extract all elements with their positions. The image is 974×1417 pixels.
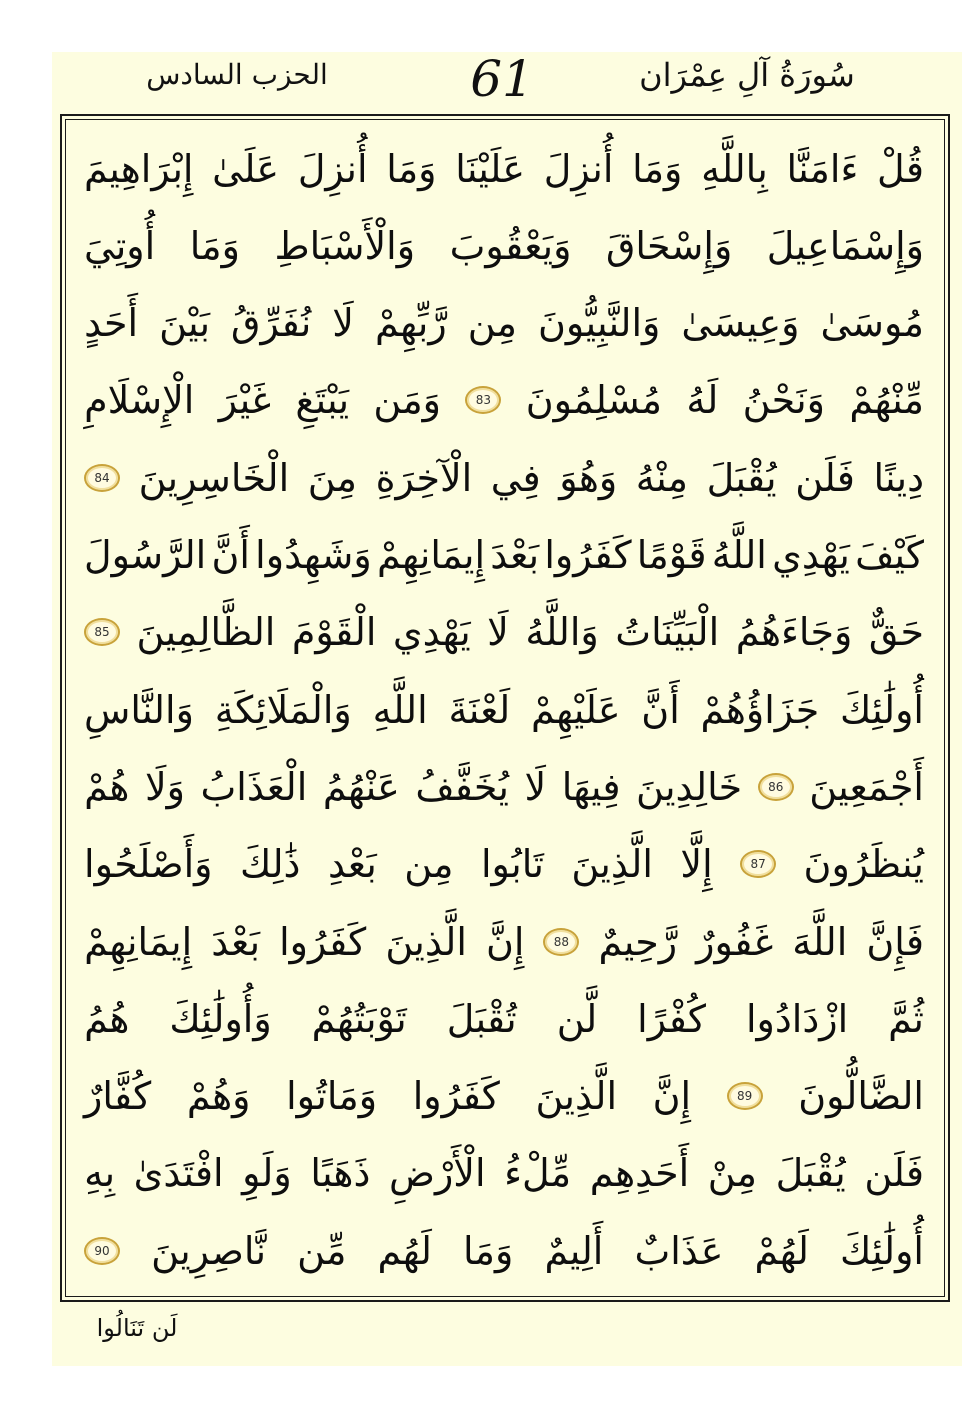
verse-word: وَالنَّاسِ (84, 687, 194, 732)
ayah-number-marker: 84 (84, 464, 120, 492)
verse-word: عَلَيْنَا (455, 146, 525, 191)
verse-word: اللَّهَ (792, 919, 848, 964)
verse-word: الْآخِرَةِ (375, 455, 473, 500)
verse-line (84, 594, 924, 671)
verse-word: لَهُ (686, 378, 719, 423)
verse-word: وَمَا (386, 146, 437, 191)
verse-word: فِي (490, 455, 541, 500)
verse-word: لَهُمْ (754, 1228, 809, 1273)
verse-word: لَا (487, 610, 509, 655)
verse-word: وَأُولَٰئِكَ (169, 996, 272, 1041)
verse-word: وَإِسْمَاعِيلَ (766, 223, 924, 268)
verse-word: ازْدَادُوا (745, 996, 849, 1041)
verse-word: يُنظَرُونَ (803, 842, 924, 887)
verse-word: اللَّهُ (711, 533, 767, 577)
verse-word: مُسْلِمُونَ (525, 378, 663, 423)
verse-word: إِيمَانِهِمْ (84, 919, 193, 964)
verse-line (84, 517, 924, 594)
verse-word: إِبْرَاهِيمَ (84, 146, 194, 191)
verse-word: قُلْ (877, 146, 924, 191)
verse-word: ءَامَنَّا (786, 146, 859, 191)
verse-word: أَجْمَعِينَ (809, 764, 924, 809)
verse-word: ذَٰلِكَ (239, 842, 301, 887)
verse-word: هُمُ (84, 996, 130, 1041)
verse-line (84, 671, 924, 748)
verse-word: فَلَن (864, 1151, 924, 1196)
verse-word: إِلَّا (680, 842, 713, 887)
verse-word: افْتَدَىٰ (133, 1151, 224, 1196)
verse-word: الْأَرْضِ (389, 1151, 486, 1196)
verse-lines (84, 130, 924, 1290)
verse-word: وَشَهِدُوا (255, 533, 372, 577)
verse-word: لَا (332, 301, 354, 346)
verse-word: إِيمَانِهِمْ (376, 533, 486, 577)
verse-line (84, 130, 924, 207)
verse-word: وَنَحْنُ (742, 378, 826, 423)
verse-word: وَعِيسَىٰ (681, 301, 800, 346)
verse-word: أَلِيمٌ (544, 1228, 604, 1273)
verse-word: الرَّسُولَ (84, 533, 207, 577)
verse-line (84, 826, 924, 903)
ayah-number-marker: 83 (465, 386, 501, 414)
verse-word: وَالْمَلَائِكَةِ (214, 687, 352, 732)
verse-word: إِنَّ (652, 1074, 692, 1119)
verse-word: كُفَّارٌ (84, 1074, 152, 1119)
verse-word: جَزَاؤُهُمْ (700, 687, 820, 732)
verse-word: دِينًا (873, 455, 924, 500)
verse-word: نَّاصِرِينَ (151, 1228, 267, 1273)
mushaf-page (52, 52, 962, 1366)
verse-line (84, 439, 924, 516)
verse-word: وَمَا (632, 146, 683, 191)
verse-word: وَمَن (373, 378, 442, 423)
verse-word: عَلَيْهِمْ (530, 687, 621, 732)
verse-word: غَيْرَ (218, 378, 271, 423)
verse-word: الَّذِينَ (535, 1074, 618, 1119)
verse-word: أَنَّ (641, 687, 680, 732)
verse-word: مِن (467, 301, 517, 346)
ayah-number-marker: 85 (84, 618, 120, 646)
verse-line (84, 362, 924, 439)
verse-word: يَبْتَغِ (295, 378, 350, 423)
verse-word: قَوْمًا (636, 533, 707, 577)
verse-word: هُمْ (84, 764, 130, 809)
verse-line (84, 748, 924, 825)
verse-word: كَفَرُوا (544, 533, 632, 577)
verse-word: لَهُم (377, 1228, 432, 1273)
verse-line (84, 1058, 924, 1135)
verse-word: مِنَ (307, 455, 357, 500)
verse-word: ذَهَبًا (310, 1151, 371, 1196)
verse-word: وَهُمْ (186, 1074, 251, 1119)
verse-word: الظَّالِمِينَ (136, 610, 276, 655)
verse-word: وَأَصْلَحُوا (84, 842, 213, 887)
verse-word: الْإِسْلَامِ (84, 378, 195, 423)
verse-word: يُخَفَّفُ (415, 764, 509, 809)
verse-line (84, 980, 924, 1057)
verse-word: وَلَوِ (242, 1151, 292, 1196)
verse-word: حَقٌّ (868, 610, 924, 655)
ayah-number-marker: 86 (758, 773, 794, 801)
text-frame (60, 114, 950, 1302)
verse-word: الضَّالُّونَ (798, 1074, 924, 1119)
verse-word: وَمَاتُوا (286, 1074, 378, 1119)
verse-word: مِنْ (707, 1151, 758, 1196)
verse-word: تُقْبَلَ (446, 996, 517, 1041)
verse-word: فَإِنَّ (866, 919, 924, 964)
verse-word: كُفْرًا (637, 996, 706, 1041)
verse-word: مِّلْءُ (504, 1151, 572, 1196)
verse-word: بَعْدِ (327, 842, 377, 887)
verse-word: كَيْفَ (855, 533, 924, 577)
verse-word: وَمَا (463, 1228, 514, 1273)
verse-word: رَّحِيمٌ (598, 919, 678, 964)
verse-word: الْقَوْمَ (291, 610, 377, 655)
ayah-number-marker: 88 (543, 928, 579, 956)
verse-word: وَاللَّهُ (525, 610, 599, 655)
verse-line (84, 1135, 924, 1212)
verse-word: يُقْبَلَ (775, 1151, 846, 1196)
verse-word: يَهْدِي (392, 610, 471, 655)
page-header (52, 50, 962, 108)
verse-word: أُنزِلَ (297, 146, 368, 191)
verse-word: مُوسَىٰ (820, 301, 924, 346)
verse-word: لَا (524, 764, 547, 809)
verse-word: لَّن (556, 996, 598, 1041)
verse-word: فِيهَا (561, 764, 621, 809)
verse-word: تَابُوا (480, 842, 544, 887)
verse-word: مِن (404, 842, 454, 887)
verse-word: وَالنَّبِيُّونَ (537, 301, 661, 346)
ayah-number-marker: 90 (84, 1237, 120, 1265)
verse-word: مِّنْهُمْ (849, 378, 924, 423)
verse-word: ثُمَّ (888, 996, 924, 1041)
verse-word: يُقْبَلَ (706, 455, 777, 500)
verse-word: وَالْأَسْبَاطِ (274, 223, 416, 268)
verse-word: يَهْدِي (772, 533, 850, 577)
verse-word: بَعْدَ (211, 919, 261, 964)
page-number: 61 (470, 50, 534, 108)
verse-word: بِاللَّهِ (701, 146, 768, 191)
verse-word: الْبَيِّنَاتُ (615, 610, 720, 655)
verse-word: وَهُوَ (559, 455, 618, 500)
verse-word: عَلَىٰ (212, 146, 280, 191)
ayah-number-marker: 89 (727, 1082, 763, 1110)
verse-word: مِّن (297, 1228, 347, 1273)
verse-word: فَلَن (795, 455, 855, 500)
verse-word: وَإِسْحَاقَ (605, 223, 733, 268)
hizb-label: الحزب السادس (146, 58, 328, 91)
ayah-number-marker: 87 (740, 850, 776, 878)
verse-word: بِهِ (84, 1151, 116, 1196)
verse-word: وَجَاءَهُمُ (735, 610, 853, 655)
verse-word: تَوْبَتُهُمْ (311, 996, 407, 1041)
verse-word: الَّذِينَ (385, 919, 467, 964)
verse-word: وَلَا (144, 764, 185, 809)
verse-word: الْعَذَابُ (200, 764, 308, 809)
verse-line (84, 1212, 924, 1289)
verse-word: الَّذِينَ (571, 842, 653, 887)
verse-word: لَعْنَةَ (448, 687, 511, 732)
verse-word: رَّبِّهِمْ (374, 301, 447, 346)
surah-name: سُورَةُ آلِ عِمْرَان (639, 56, 855, 94)
page-edge (962, 52, 974, 1366)
verse-word: اللَّهِ (372, 687, 428, 732)
verse-word: أَحَدٍ (84, 301, 139, 346)
verse-word: وَيَعْقُوبَ (449, 223, 572, 268)
verse-word: إِنَّ (485, 919, 525, 964)
verse-word: غَفُورٌ (696, 919, 774, 964)
catchword: لَن تَنَالُوا (96, 1314, 178, 1342)
verse-word: الْخَاسِرِينَ (138, 455, 290, 500)
verse-word: عَنْهُمُ (322, 764, 400, 809)
verse-line (84, 903, 924, 980)
verse-word: بَيْنَ (159, 301, 211, 346)
verse-word: أُنزِلَ (543, 146, 614, 191)
verse-word: عَذَابٌ (634, 1228, 724, 1273)
verse-word: أَنَّ (211, 533, 250, 577)
verse-word: أُولَٰئِكَ (840, 1228, 924, 1273)
verse-word: مِنْهُ (635, 455, 688, 500)
verse-line (84, 285, 924, 362)
verse-word: أَحَدِهِم (589, 1151, 690, 1196)
verse-word: وَمَا (189, 223, 240, 268)
verse-word: أُوتِيَ (84, 223, 156, 268)
verse-word: خَالِدِينَ (636, 764, 743, 809)
verse-word: كَفَرُوا (412, 1074, 500, 1119)
verse-word: نُفَرِّقُ (231, 301, 312, 346)
verse-line (84, 207, 924, 284)
verse-word: بَعْدَ (490, 533, 540, 577)
verse-word: كَفَرُوا (279, 919, 367, 964)
verse-word: أُولَٰئِكَ (840, 687, 924, 732)
